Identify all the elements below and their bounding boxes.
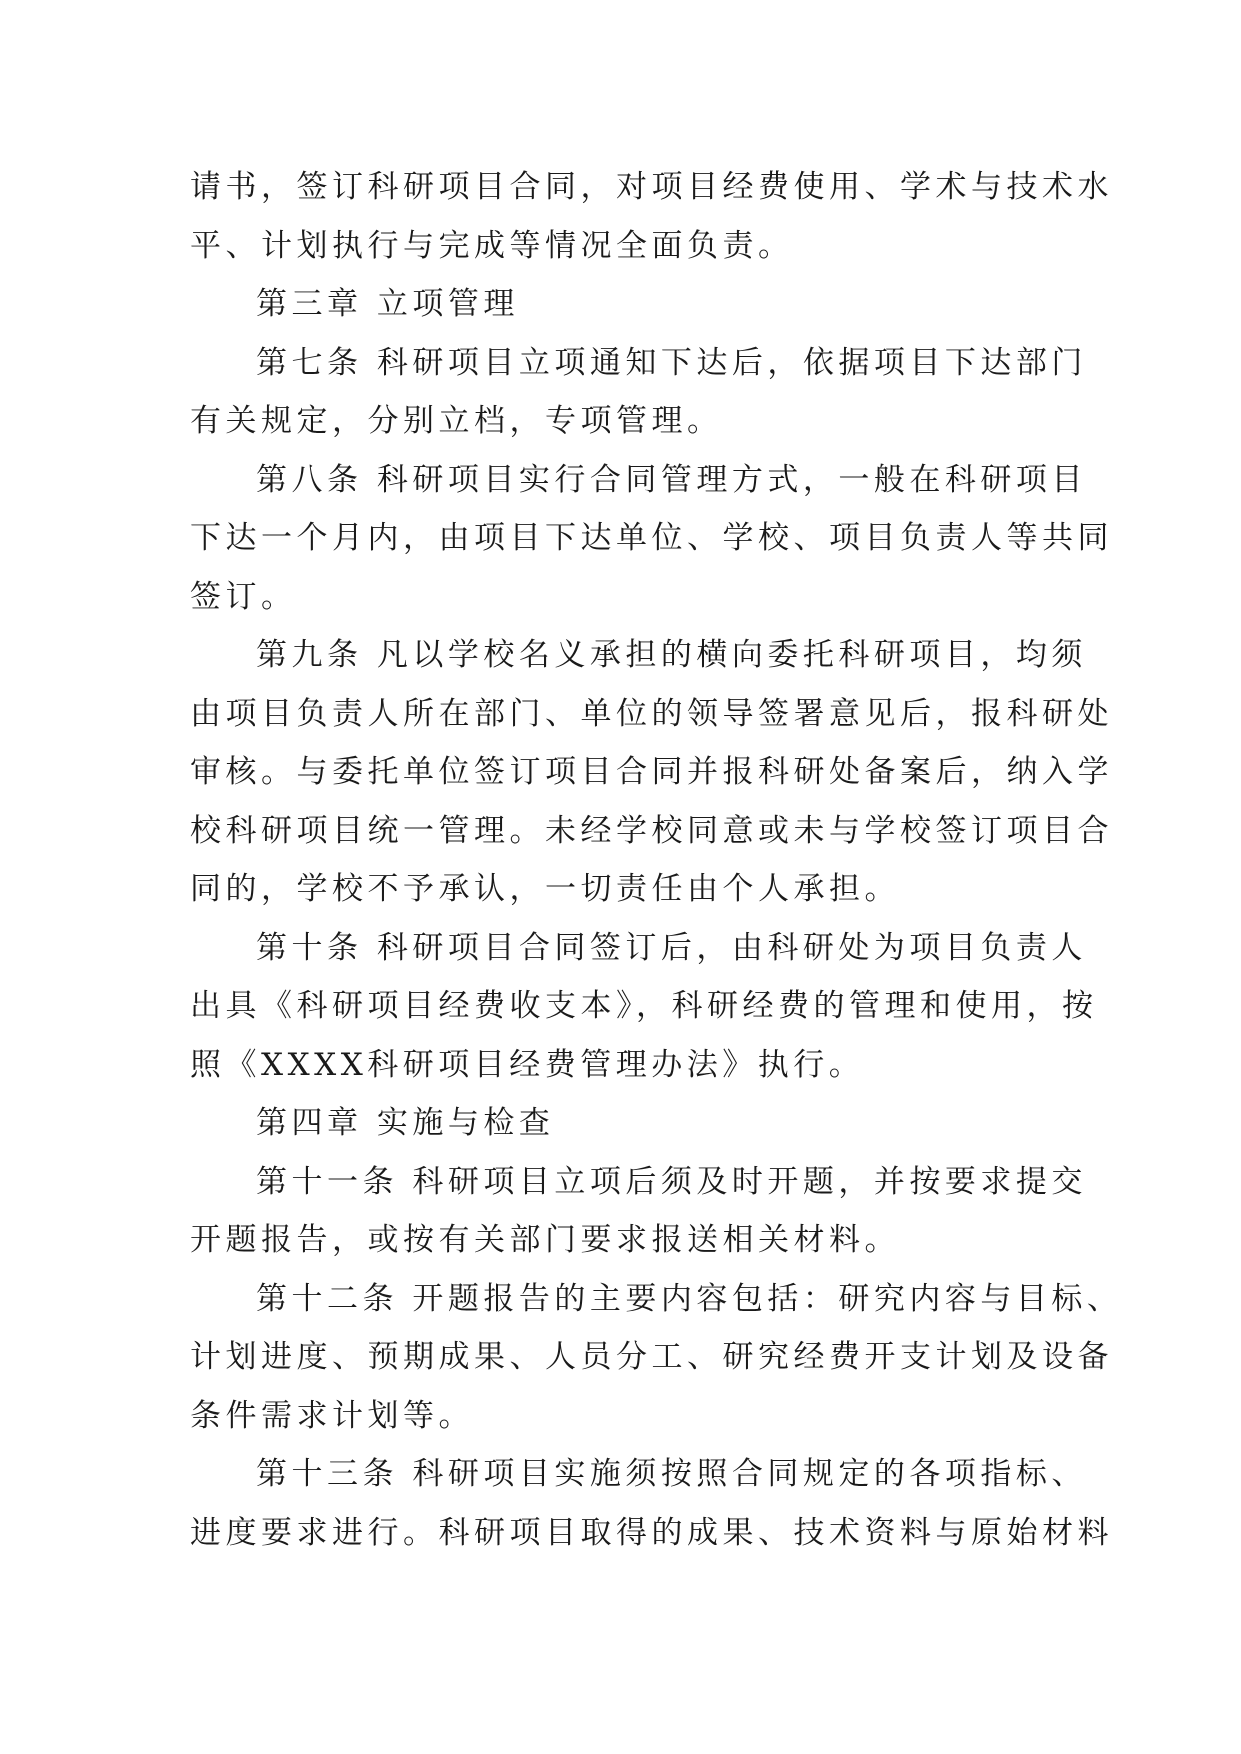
article-line: 第十条 科研项目合同签订后，由科研处为项目负责人 bbox=[256, 929, 1087, 966]
text-line: 平、计划执行与完成等情况全面负责。 bbox=[190, 227, 794, 264]
text-line: 进度要求进行。科研项目取得的成果、技术资料与原始材料 bbox=[190, 1514, 1113, 1551]
text-line: 同的，学校不予承认，一切责任由个人承担。 bbox=[190, 871, 900, 907]
chapter-heading: 第四章 实施与检查 bbox=[256, 1105, 555, 1141]
text-line: 下达一个月内，由项目下达单位、学校、项目负责人等共同 bbox=[190, 520, 1113, 556]
article-line: 第八条 科研项目实行合同管理方式，一般在科研项目 bbox=[256, 461, 1087, 498]
article-line: 第十三条 科研项目实施须按照合同规定的各项指标、 bbox=[256, 1456, 1087, 1492]
article-line: 第十一条 科研项目立项后须及时开题，并按要求提交 bbox=[256, 1163, 1087, 1200]
text-line: 签订。 bbox=[190, 578, 297, 615]
text-line: 校科研项目统一管理。未经学校同意或未与学校签订项目合 bbox=[190, 812, 1113, 849]
article-line: 第七条 科研项目立项通知下达后，依据项目下达部门 bbox=[256, 344, 1087, 381]
text-line: 计划进度、预期成果、人员分工、研究经费开支计划及设备 bbox=[190, 1339, 1113, 1375]
text-line: 由项目负责人所在部门、单位的领导签署意见后，报科研处 bbox=[190, 695, 1113, 732]
document-body bbox=[190, 158, 1123, 1562]
text-line: 审核。与委托单位签订项目合同并报科研处备案后，纳入学 bbox=[190, 754, 1113, 790]
article-line: 第十二条 开题报告的主要内容包括：研究内容与目标、 bbox=[256, 1280, 1123, 1317]
text-line: 请书，签订科研项目合同，对项目经费使用、学术与技术水 bbox=[190, 169, 1113, 205]
text-line: 照《XXXX科研项目经费管理办法》执行。 bbox=[190, 1046, 865, 1083]
text-line: 开题报告，或按有关部门要求报送相关材料。 bbox=[190, 1222, 900, 1258]
text-line: 有关规定，分别立档，专项管理。 bbox=[190, 403, 723, 439]
article-line: 第九条 凡以学校名义承担的横向委托科研项目，均须 bbox=[256, 637, 1087, 673]
text-line: 条件需求计划等。 bbox=[190, 1397, 474, 1434]
text-line: 出具《科研项目经费收支本》，科研经费的管理和使用，按 bbox=[190, 988, 1098, 1024]
chapter-heading: 第三章 立项管理 bbox=[256, 286, 519, 322]
